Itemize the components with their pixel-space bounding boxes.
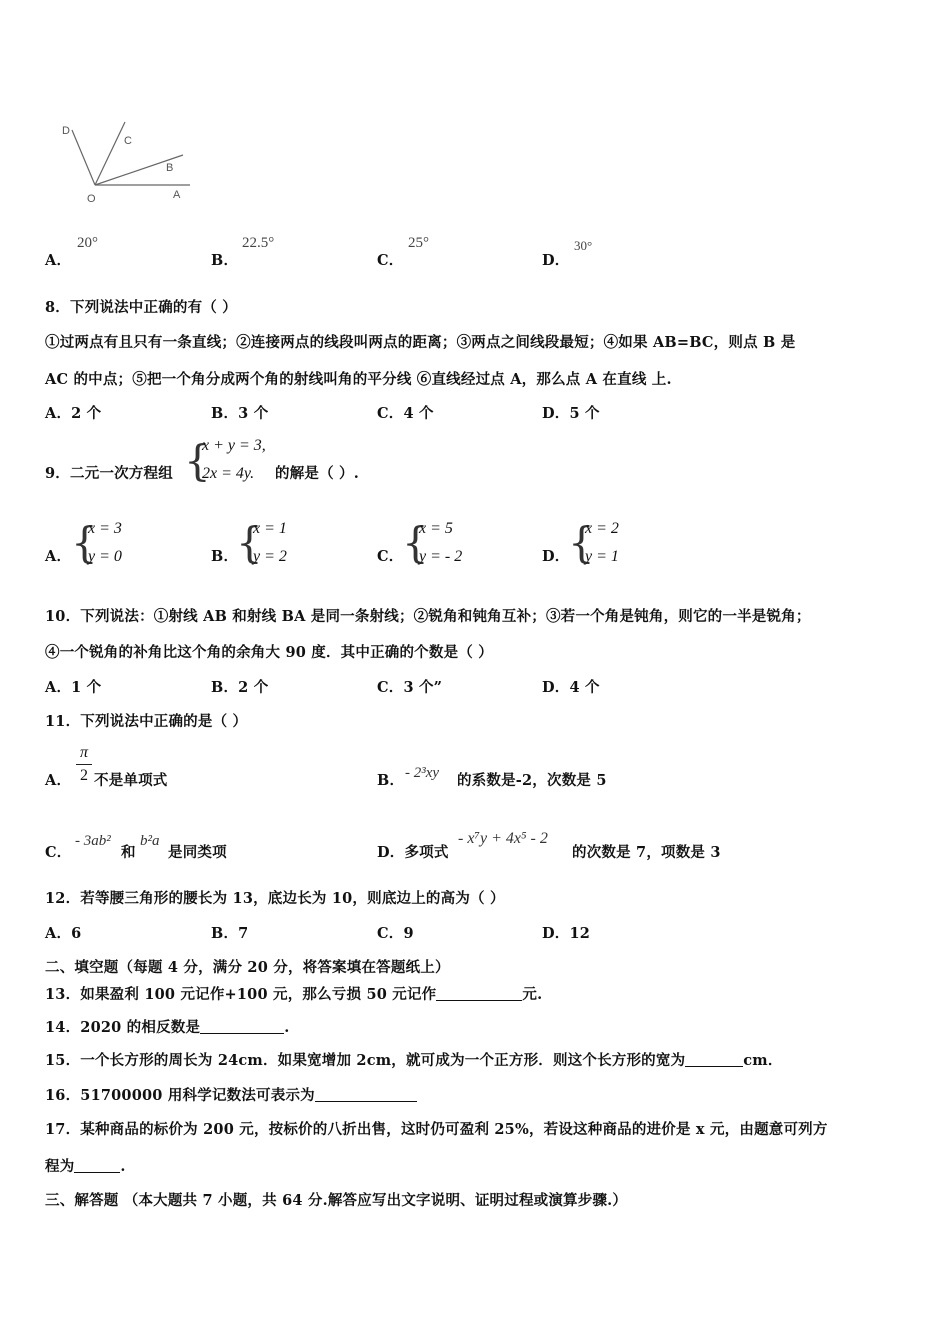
q11-option-a-text: 不是单项式 xyxy=(94,772,168,789)
label-o: O xyxy=(87,193,96,205)
q9-option-b-eq1: x = 1 xyxy=(253,520,287,537)
q15-text-post: cm． xyxy=(743,1052,783,1069)
q10-option-c: C．3 个” xyxy=(377,679,443,696)
label-a: A xyxy=(173,189,181,201)
q8-line1: ①过两点有且只有一条直线；②连接两点的线段叫两点的距离；③两点之间线段最短；④如果 AB=BC，则点 B 是 xyxy=(45,334,796,351)
q13-answer-blank[interactable] xyxy=(436,986,522,1001)
q9-option-b-brace: { xyxy=(236,518,263,567)
q14-text: 14．2020 的相反数是 xyxy=(45,1019,201,1036)
q8-option-c: C．4 个 xyxy=(377,405,434,422)
q9-option-d-eq1: x = 2 xyxy=(585,520,619,537)
q9-stem-post: 的解是（ ）. xyxy=(275,465,359,482)
q12-option-a: A．6 xyxy=(45,925,82,942)
q11-option-c-and: 和 xyxy=(121,844,136,861)
q8-option-b: B．3 个 xyxy=(211,405,269,422)
q12-option-d: D．12 xyxy=(542,925,591,942)
q11-option-b-label: B． xyxy=(377,772,405,789)
q11-option-c-math2: b²a xyxy=(140,833,160,849)
q16 xyxy=(45,1084,417,1105)
q11-option-a-label: A． xyxy=(45,772,72,789)
q7-option-d-label: D． xyxy=(542,252,570,269)
q16-text: 16．51700000 用科学记数法可表示为 xyxy=(45,1087,315,1104)
ray-oc xyxy=(95,122,125,185)
q10-line1: 10．下列说法：①射线 AB 和射线 BA 是同一条射线；②锐角和钝角互补；③若一个角是钝角，则它的一半是锐角； xyxy=(45,608,811,625)
q8-line2: AC 的中点；⑤把一个角分成两个角的射线叫角的平分线 ⑥直线经过点 A，那么点 A 在直线 上. xyxy=(45,371,672,388)
q9-stem-pre: 9．二元一次方程组 xyxy=(45,465,173,482)
q9-option-a-eq2: y = 0 xyxy=(88,548,122,565)
q10-line2: ④一个锐角的补角比这个角的余角大 90 度．其中正确的个数是（ ） xyxy=(45,644,493,661)
section2-heading: 二、填空题（每题 4 分，满分 20 分，将答案填在答题纸上） xyxy=(45,959,450,976)
q12-option-c: C．9 xyxy=(377,925,414,942)
q8-option-a: A．2 个 xyxy=(45,405,102,422)
q7-option-a-value: 20° xyxy=(77,235,98,251)
q11-option-c-math1: - 3ab² xyxy=(75,833,111,849)
q10-option-d: D．4 个 xyxy=(542,679,600,696)
q11-option-b-text: 的系数是-2，次数是 5 xyxy=(457,772,607,789)
q7-option-c-value: 25° xyxy=(408,235,429,251)
angle-figure xyxy=(55,118,195,210)
q11-stem: 11．下列说法中正确的是（ ） xyxy=(45,713,248,730)
q15-text: 15．一个长方形的周长为 24cm．如果宽增加 2cm，就可成为一个正方形．则这个长方形的宽为 xyxy=(45,1052,686,1069)
q17-line2 xyxy=(45,1155,126,1176)
q7-option-c-label: C． xyxy=(377,252,404,269)
q16-answer-blank[interactable] xyxy=(315,1087,417,1102)
q9-option-c-brace: { xyxy=(402,518,429,567)
q11-option-a-fraction xyxy=(76,744,92,785)
q17-answer-blank[interactable] xyxy=(74,1158,120,1173)
ray-od xyxy=(72,130,95,185)
q17-line1: 17．某种商品的标价为 200 元，按标价的八折出售，这时仍可盈利 25%，若设这种商品的进价是 x 元，由题意可列方 xyxy=(45,1121,828,1138)
q7-option-d-value: 30° xyxy=(574,238,593,253)
label-b: B xyxy=(166,162,174,174)
q9-eq1: x + y = 3, xyxy=(202,437,266,454)
q8-stem: 8．下列说法中正确的有（ ） xyxy=(45,299,237,316)
q13-text: 13．如果盈利 100 元记作+100 元，那么亏损 50 元记作 xyxy=(45,986,437,1003)
section3-heading: 三、解答题 （本大题共 7 小题，共 64 分.解答应写出文字说明、证明过程或演算步骤.） xyxy=(45,1192,628,1209)
q10-option-b: B．2 个 xyxy=(211,679,269,696)
q9-option-b-eq2: y = 2 xyxy=(253,548,287,565)
q7-option-a-label: A． xyxy=(45,252,72,269)
q10-option-a: A．1 个 xyxy=(45,679,102,696)
q12-option-b: B．7 xyxy=(211,925,249,942)
q15-answer-blank[interactable] xyxy=(685,1052,743,1067)
q9-option-d-label: D． xyxy=(542,548,570,565)
q11-option-a-numerator: π xyxy=(79,744,88,761)
q9-eq2: 2x = 4y. xyxy=(202,465,255,482)
q13-text-post: 元. xyxy=(522,986,543,1003)
q7-option-b-label: B． xyxy=(211,252,239,269)
q9-option-d-eq2: y = 1 xyxy=(585,548,619,565)
q9-option-a-eq1: x = 3 xyxy=(88,520,122,537)
label-c: C xyxy=(124,135,132,147)
q14 xyxy=(45,1016,289,1037)
q11-option-c-text: 是同类项 xyxy=(168,844,227,861)
q9-option-c-eq2: y = - 2 xyxy=(419,548,463,565)
q14-answer-blank[interactable] xyxy=(200,1019,284,1034)
q11-option-d-label: D．多项式 xyxy=(377,844,449,861)
q17-text-post: . xyxy=(120,1158,126,1175)
q11-option-b-math: - 2³xy xyxy=(405,765,440,781)
q9-option-d-brace: { xyxy=(568,518,595,567)
q17-text: 程为 xyxy=(45,1158,75,1175)
q12-stem: 12．若等腰三角形的腰长为 13，底边长为 10，则底边上的高为（ ） xyxy=(45,890,505,907)
q11-option-c-label: C． xyxy=(45,844,72,861)
q11-option-a-denominator: 2 xyxy=(80,767,88,784)
q9-option-c-eq1: x = 5 xyxy=(419,520,453,537)
q14-text-post: . xyxy=(284,1019,290,1036)
q11-option-d-math: - x⁷y + 4x⁵ - 2 xyxy=(458,830,548,847)
q15 xyxy=(45,1049,783,1070)
q8-option-d: D．5 个 xyxy=(542,405,600,422)
q9-option-a-brace: { xyxy=(71,518,98,567)
q9-system-brace: { xyxy=(184,436,211,485)
q9-option-a-label: A． xyxy=(45,548,72,565)
q7-option-b-value: 22.5° xyxy=(242,235,275,251)
q9-option-b-label: B． xyxy=(211,548,239,565)
q11-option-d-text: 的次数是 7，项数是 3 xyxy=(572,844,721,861)
label-d: D xyxy=(62,125,70,137)
q9-option-c-label: C． xyxy=(377,548,404,565)
q13 xyxy=(45,983,542,1004)
